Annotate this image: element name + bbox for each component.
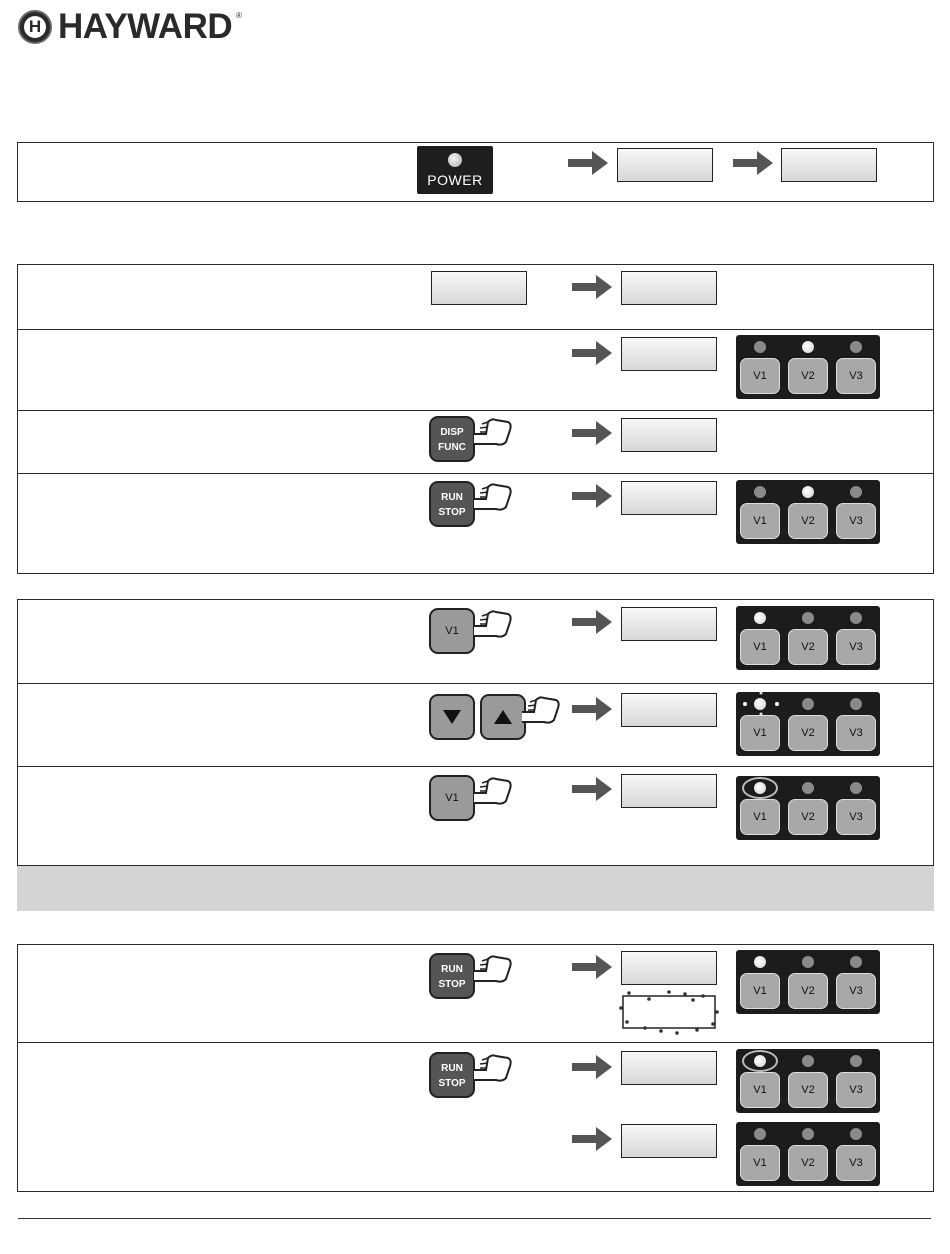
pointing-hand-icon — [472, 606, 512, 646]
arrow-right-icon — [572, 421, 612, 445]
speed-panel — [736, 1049, 880, 1113]
key-label: RUN — [441, 964, 463, 975]
v3-led — [850, 782, 862, 794]
v2-led — [802, 1128, 814, 1140]
v1-button: V1 — [740, 1072, 780, 1108]
row-divider — [17, 683, 934, 684]
v3-led — [850, 341, 862, 353]
run-stop-key — [429, 1052, 475, 1098]
pointing-hand-icon — [472, 414, 512, 454]
v3-button: V3 — [836, 1145, 876, 1181]
arrow-right-icon — [572, 777, 612, 801]
v1-button: V1 — [740, 629, 780, 665]
disp-func-key — [429, 416, 475, 462]
pointing-hand-icon — [472, 479, 512, 519]
v2-button: V2 — [788, 503, 828, 539]
blink-rays-icon — [738, 692, 784, 716]
power-led — [448, 153, 462, 167]
row-divider — [17, 410, 934, 411]
arrow-right-icon — [572, 1055, 612, 1079]
v3-led — [850, 1055, 862, 1067]
display-box — [621, 693, 717, 727]
power-indicator — [417, 146, 493, 194]
key-label: RUN — [441, 1063, 463, 1074]
v1-led — [754, 956, 766, 968]
power-label: POWER — [427, 172, 483, 188]
v1-button: V1 — [740, 715, 780, 751]
v2-led — [802, 341, 814, 353]
down-key — [429, 694, 475, 740]
grey-band — [17, 866, 934, 911]
v2-led — [802, 1055, 814, 1067]
key-label: FUNC — [438, 442, 466, 453]
display-box — [621, 271, 717, 305]
down-triangle-icon — [431, 696, 473, 738]
pointing-hand-icon — [472, 773, 512, 813]
display-box — [621, 774, 717, 808]
v3-led — [850, 486, 862, 498]
row-divider — [17, 1042, 934, 1043]
footer-rule — [18, 1218, 931, 1219]
run-stop-key — [429, 481, 475, 527]
display-box — [621, 951, 717, 985]
v2-button: V2 — [788, 715, 828, 751]
v2-button: V2 — [788, 799, 828, 835]
v2-button: V2 — [788, 629, 828, 665]
arrow-right-icon — [572, 484, 612, 508]
brand-logo-mark — [18, 10, 52, 44]
brand-logo-letter: H — [28, 17, 42, 36]
speed-panel — [736, 606, 880, 670]
v3-led — [850, 1128, 862, 1140]
v2-button: V2 — [788, 1072, 828, 1108]
display-box — [431, 271, 527, 305]
key-label: STOP — [438, 507, 466, 518]
v3-button: V3 — [836, 715, 876, 751]
pointing-hand-icon — [472, 951, 512, 991]
display-box — [621, 481, 717, 515]
v1-button: V1 — [740, 503, 780, 539]
arrow-right-icon — [572, 610, 612, 634]
pointing-hand-icon — [472, 1050, 512, 1090]
v2-led — [802, 612, 814, 624]
display-box — [621, 1051, 717, 1085]
v2-led — [802, 698, 814, 710]
speed-panel — [736, 480, 880, 544]
arrow-right-icon — [568, 151, 608, 175]
v1-key: V1 — [429, 608, 475, 654]
display-box — [781, 148, 877, 182]
display-box — [621, 418, 717, 452]
speed-panel — [736, 950, 880, 1014]
v3-button: V3 — [836, 629, 876, 665]
row-divider — [17, 473, 934, 474]
pointing-hand-icon — [520, 692, 560, 732]
v1-led — [754, 782, 766, 794]
key-label: STOP — [438, 1078, 466, 1089]
v1-button: V1 — [740, 1145, 780, 1181]
v2-button: V2 — [788, 1145, 828, 1181]
arrow-right-icon — [572, 275, 612, 299]
key-label: DISP — [440, 427, 464, 438]
display-box — [621, 1124, 717, 1158]
up-triangle-icon — [482, 696, 524, 738]
flashing-display-icon — [617, 990, 721, 1036]
speed-panel — [736, 335, 880, 399]
row-divider — [17, 329, 934, 330]
speed-panel — [736, 776, 880, 840]
v3-button: V3 — [836, 799, 876, 835]
v3-button: V3 — [836, 973, 876, 1009]
v3-button: V3 — [836, 1072, 876, 1108]
display-box — [621, 337, 717, 371]
v1-led — [754, 1128, 766, 1140]
v1-button: V1 — [740, 358, 780, 394]
display-box — [617, 148, 713, 182]
arrow-right-icon — [572, 955, 612, 979]
v1-led — [754, 486, 766, 498]
arrow-right-icon — [733, 151, 773, 175]
v1-led — [754, 612, 766, 624]
row-divider — [17, 766, 934, 767]
v3-led — [850, 698, 862, 710]
v2-led — [802, 956, 814, 968]
v2-led — [802, 782, 814, 794]
key-label: STOP — [438, 979, 466, 990]
brand-registered-mark: ® — [236, 11, 242, 20]
v1-button: V1 — [740, 799, 780, 835]
v3-button: V3 — [836, 503, 876, 539]
v2-button: V2 — [788, 973, 828, 1009]
v1-led — [754, 1055, 766, 1067]
run-stop-key — [429, 953, 475, 999]
v2-button: V2 — [788, 358, 828, 394]
v1-key: V1 — [429, 775, 475, 821]
key-label: RUN — [441, 492, 463, 503]
arrow-right-icon — [572, 341, 612, 365]
v3-led — [850, 612, 862, 624]
speed-panel — [736, 1122, 880, 1186]
v3-led — [850, 956, 862, 968]
v1-led — [754, 341, 766, 353]
brand-logo-text: HAYWARD — [58, 7, 233, 46]
v1-button: V1 — [740, 973, 780, 1009]
speed-panel — [736, 692, 880, 756]
arrow-right-icon — [572, 1127, 612, 1151]
v3-button: V3 — [836, 358, 876, 394]
v2-led — [802, 486, 814, 498]
arrow-right-icon — [572, 697, 612, 721]
display-box — [621, 607, 717, 641]
